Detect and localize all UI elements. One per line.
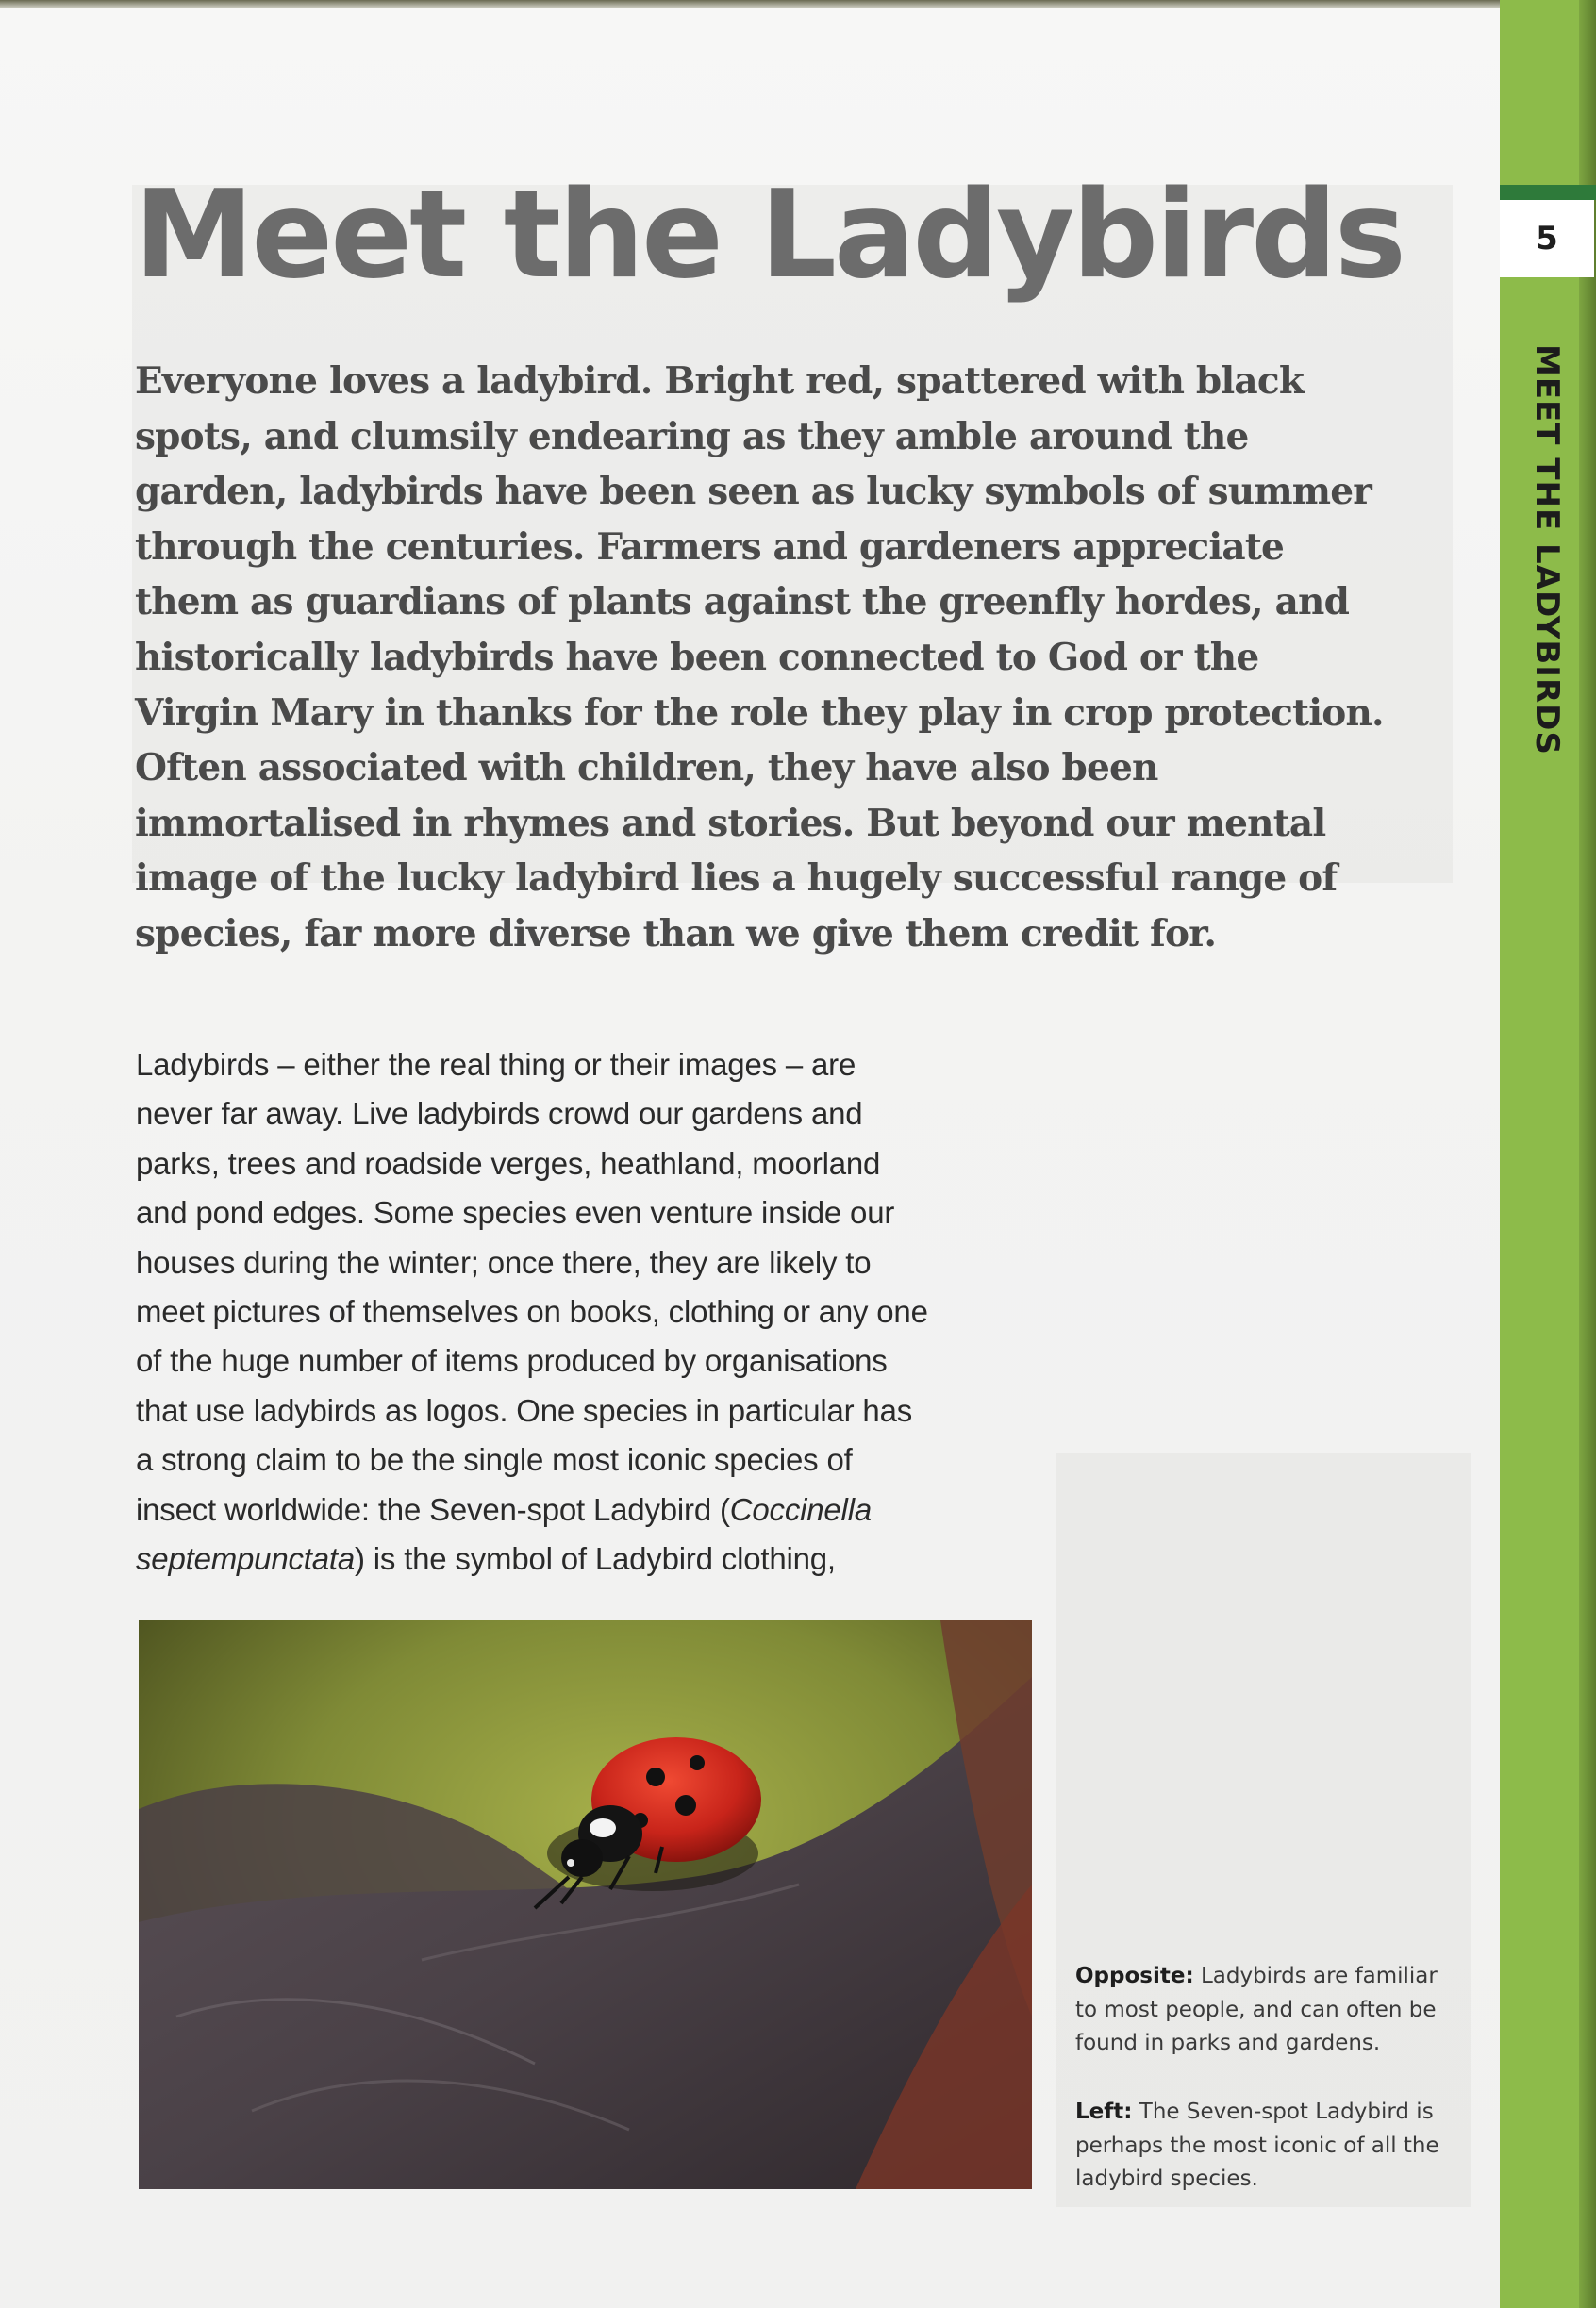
caption-label: Left: — [1075, 2100, 1133, 2124]
body-species-epithet: septempunctata — [136, 1541, 356, 1577]
running-header-text: MEET THE LADYBIRDS — [1528, 344, 1566, 755]
ladybird-photo — [139, 1620, 1032, 2189]
intro-paragraph: Everyone loves a ladybird. Bright red, spattered with black spots, and clumsily endearing as they amble around the garden, ladybirds have been seen as lucky symbols of summer through the centuries. Farmers and gardeners appreciate them as guardians of plants against the greenfly hordes, and historically ladybirds have been connected to God or the Virgin Mary in thanks for the role they play in crop protection. Often associated with children, they have also been immortalised in rhymes and stories. But beyond our mental image of the lucky ladybird lies a hugely successful range of species, far more diverse than we give them credit for. — [135, 359, 1384, 955]
page-top-edge — [0, 0, 1596, 8]
page-number: 5 — [1536, 220, 1558, 257]
body-text-start: Ladybirds – either the real thing or their images – are never far away. Live ladybirds crowd our gardens and parks, trees and roadside verges, heathland, moorland and pond edges. Some species even venture inside our houses during the winter; once there, they are likely to meet pictures of themselves on books, clothing or any one of the huge number of items produced by organisations that use ladybirds as logos. One species in particular has a strong claim to be the single most iconic species of insect worldwide: the Seven-spot Ladybird ( — [136, 1047, 928, 1527]
body-paragraph — [136, 1040, 1060, 1584]
show-through-block — [1056, 1453, 1471, 2207]
caption-opposite — [1075, 1960, 1453, 2061]
caption-text: The Seven-spot Ladybird is perhaps the most iconic of all the ladybird species. — [1075, 2100, 1439, 2191]
caption-label: Opposite: — [1075, 1964, 1194, 1988]
page-title: Meet the Ladybirds — [134, 165, 1404, 306]
body-text-end: ) is the symbol of Ladybird clothing, — [355, 1541, 836, 1577]
running-header — [1521, 344, 1577, 788]
caption-left — [1075, 2096, 1453, 2197]
sidebar-stripe — [1500, 185, 1596, 200]
caption-text: Ladybirds are familiar to most people, and can often be found in parks and gardens. — [1075, 1964, 1438, 2055]
sidebar-edge — [1579, 0, 1596, 2308]
page-number-box — [1500, 200, 1594, 277]
body-species-genus: Coccinella — [729, 1491, 872, 1527]
